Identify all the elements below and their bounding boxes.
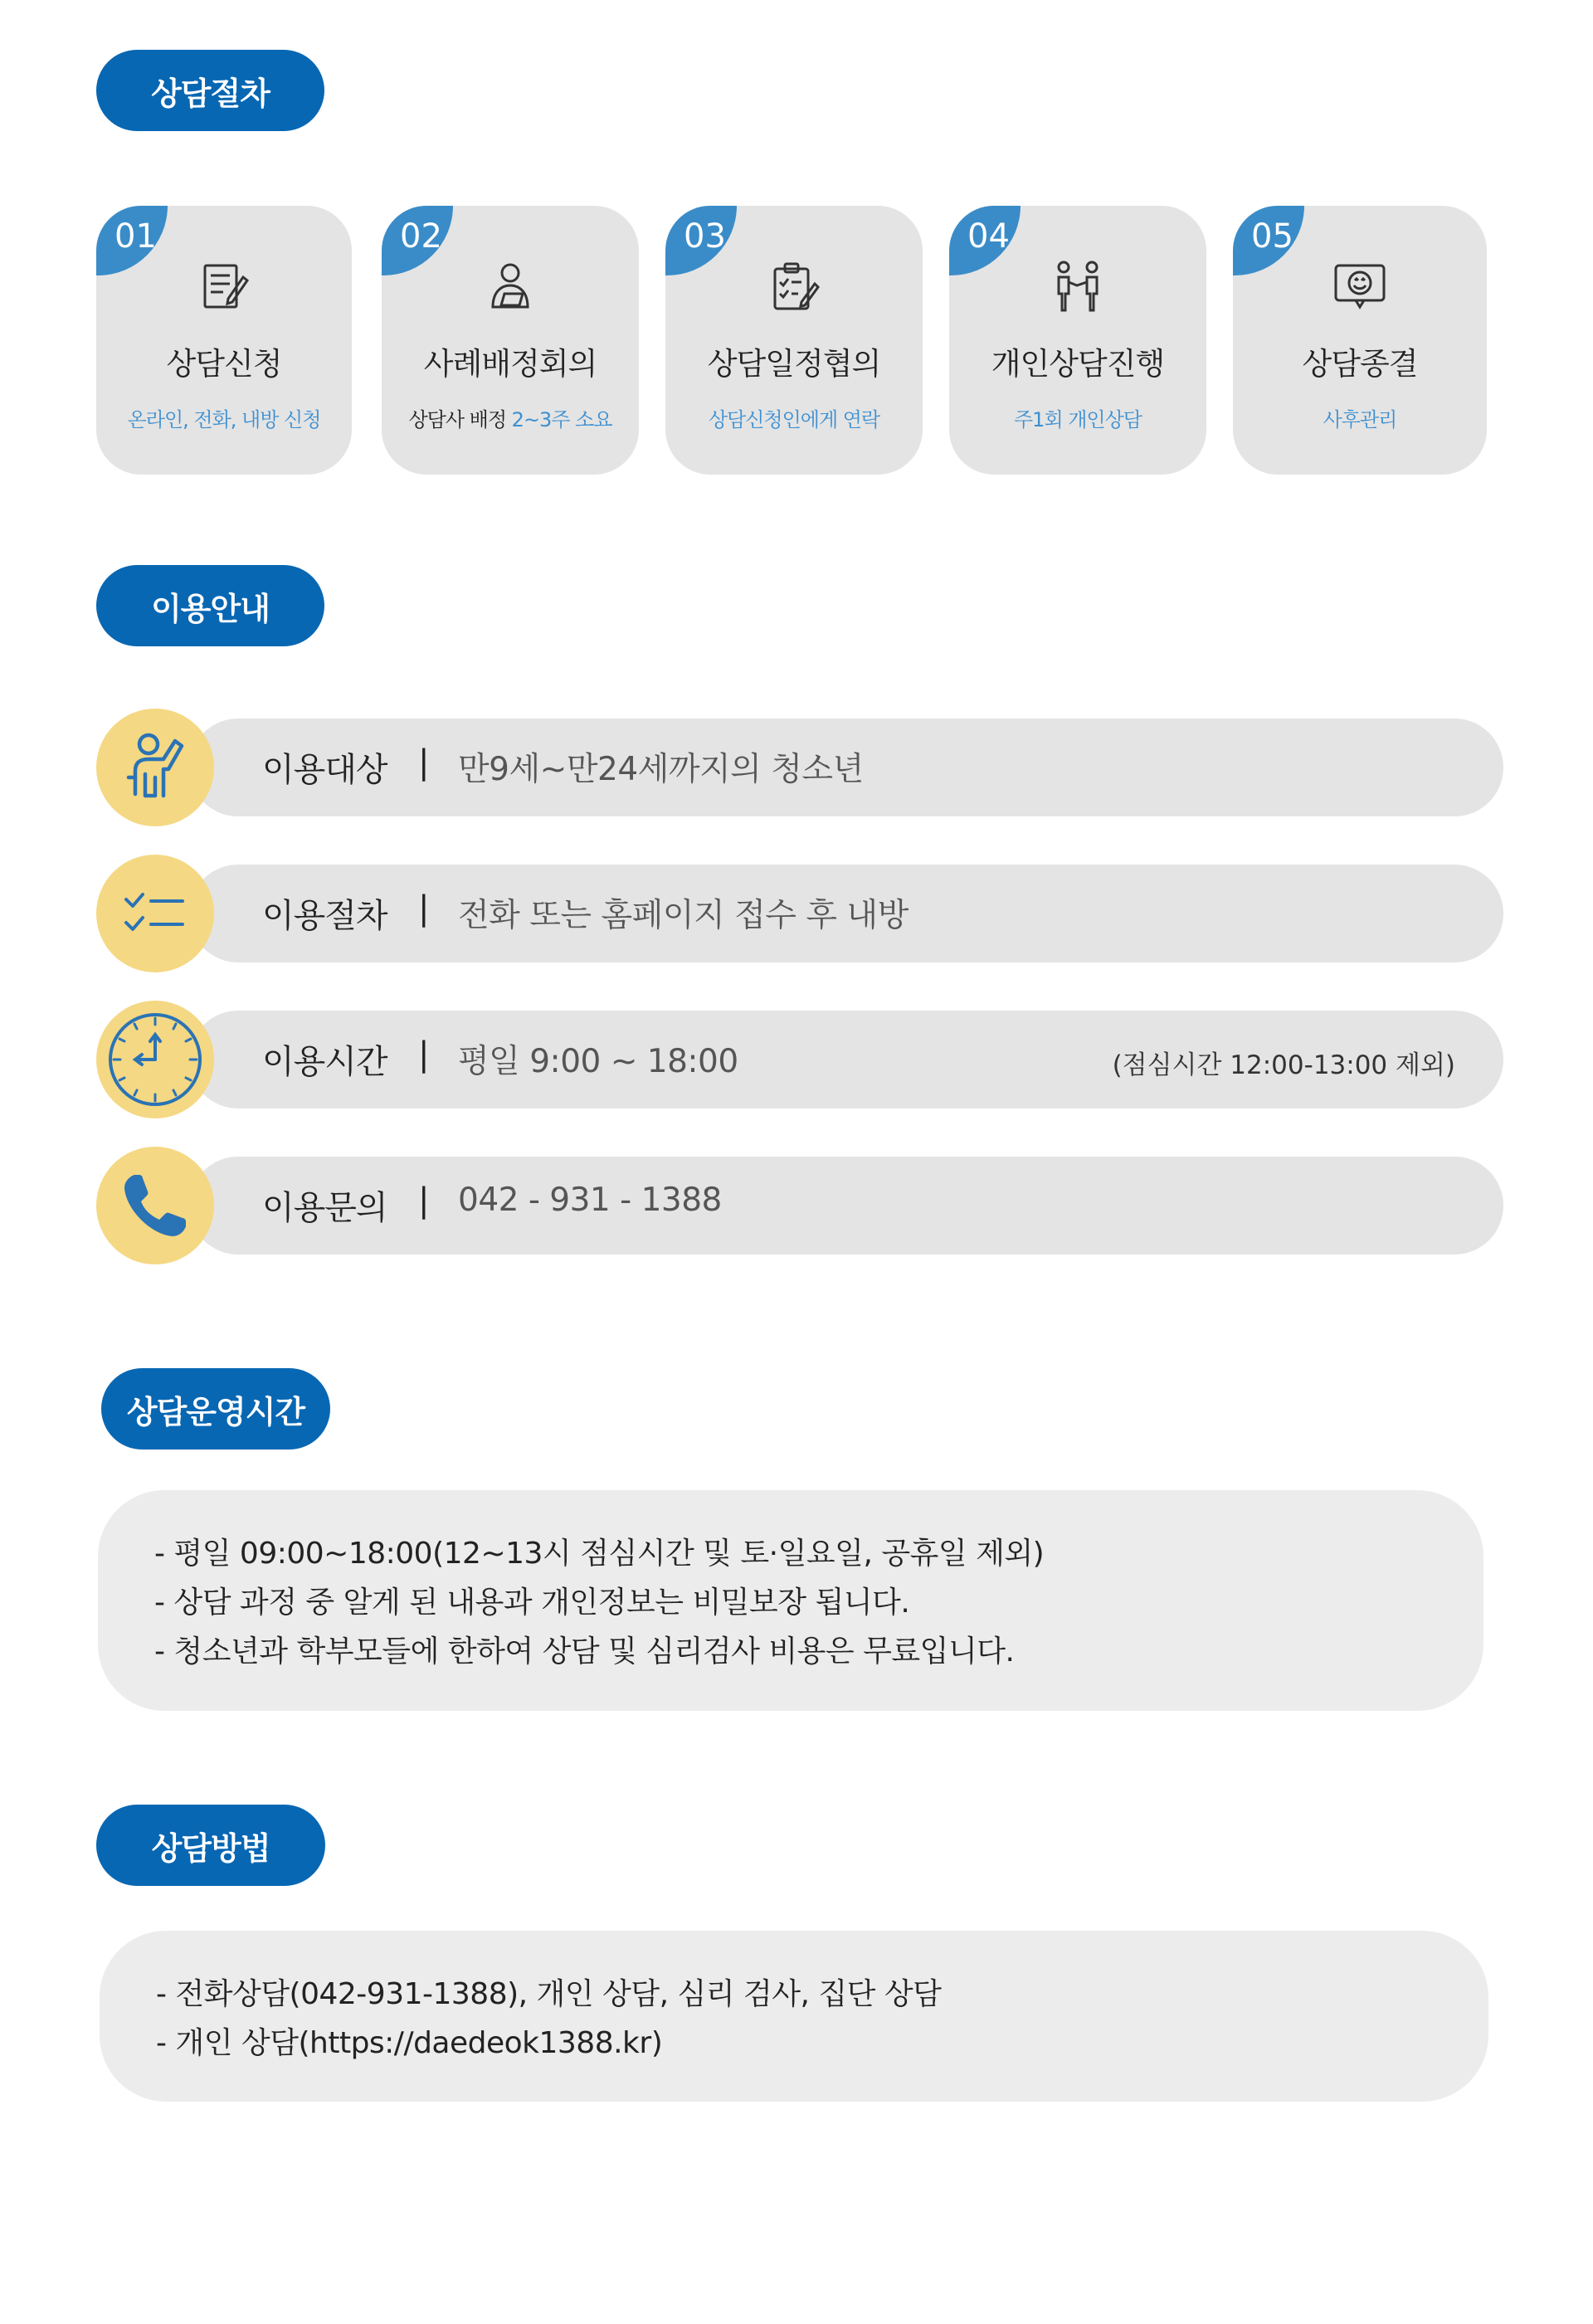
info-row-contact (96, 1157, 1503, 1255)
info-separator: | (418, 1035, 430, 1074)
hours-line: - 평일 09:00~18:00(12~13시 점심시간 및 토·일요일, 공휴일 제외) (154, 1537, 1045, 1571)
info-label: 이용대상 (262, 751, 387, 789)
step-title: 사례배정회의 (423, 346, 597, 382)
step-desc: 상담신청인에게 연락 (708, 408, 880, 431)
method-line: - 개인 상담(https://daedeok1388.kr) (156, 2026, 663, 2060)
step-number: 03 (665, 206, 737, 275)
info-icon-circle (96, 1001, 214, 1118)
step-desc: 주1회 개인상담 (1013, 408, 1142, 431)
info-row-target (96, 719, 1503, 816)
info-separator: | (418, 889, 430, 928)
info-icon-circle (96, 709, 214, 826)
info-note: (점심시간 12:00-13:00 제외) (1112, 1050, 1455, 1080)
info-value: 전화 또는 홈페이지 접수 후 내방 (458, 897, 909, 934)
info-label: 이용시간 (262, 1043, 387, 1081)
smile-chat-icon (1331, 257, 1389, 315)
info-separator: | (418, 1181, 430, 1220)
step-number: 05 (1233, 206, 1304, 275)
counselor-laptop-icon (481, 257, 539, 315)
step-card-1 (96, 206, 352, 475)
info-value: 042 - 931 - 1388 (458, 1181, 722, 1219)
step-desc: 사후관리 (1323, 408, 1397, 431)
info-icon-circle (96, 1147, 214, 1264)
step-title: 상담일정협의 (707, 346, 881, 382)
info-row-hours (96, 1011, 1503, 1108)
step-title: 개인상담진행 (991, 346, 1165, 382)
section-title-hours: 상담운영시간 (101, 1368, 330, 1449)
step-desc-accent: 2~3주 소요 (511, 408, 612, 431)
step-card-3 (665, 206, 923, 475)
step-desc-dark: 상담사 배정 (408, 408, 507, 431)
info-row-procedure (96, 865, 1503, 962)
info-icon-circle (96, 855, 214, 972)
method-line: - 전화상담(042-931-1388), 개인 상담, 심리 검사, 집단 상담 (156, 1977, 942, 2011)
hours-box (98, 1490, 1483, 1711)
checklist-icon (118, 876, 192, 951)
info-value: 평일 9:00 ~ 18:00 (458, 1043, 738, 1080)
step-number: 02 (382, 206, 453, 275)
phone-icon (118, 1168, 192, 1243)
two-people-icon (1049, 257, 1107, 315)
info-label: 이용절차 (262, 897, 387, 935)
step-card-4 (949, 206, 1206, 475)
section-title-process: 상담절차 (96, 50, 324, 131)
step-desc: 온라인, 전화, 내방 신청 (127, 408, 321, 431)
document-edit-icon (195, 257, 253, 315)
hours-line: - 상담 과정 중 알게 된 내용과 개인정보는 비밀보장 됩니다. (154, 1586, 910, 1620)
step-card-5 (1233, 206, 1487, 475)
hours-line: - 청소년과 학부모들에 한하여 상담 및 심리검사 비용은 무료입니다. (154, 1635, 1015, 1669)
step-title: 상담종결 (1302, 346, 1418, 382)
section-title-usage: 이용안내 (96, 565, 324, 646)
person-raising-hand-icon (115, 728, 195, 807)
step-card-2 (382, 206, 639, 475)
info-label: 이용문의 (262, 1189, 387, 1227)
step-title: 상담신청 (166, 346, 282, 382)
clock-icon (104, 1008, 207, 1111)
clipboard-check-icon (765, 257, 823, 315)
section-title-method: 상담방법 (96, 1805, 325, 1886)
info-separator: | (418, 743, 430, 782)
method-box (100, 1931, 1488, 2102)
step-number: 04 (949, 206, 1021, 275)
step-desc (382, 403, 639, 432)
step-number: 01 (96, 206, 168, 275)
info-value: 만9세~만24세까지의 청소년 (458, 751, 864, 788)
